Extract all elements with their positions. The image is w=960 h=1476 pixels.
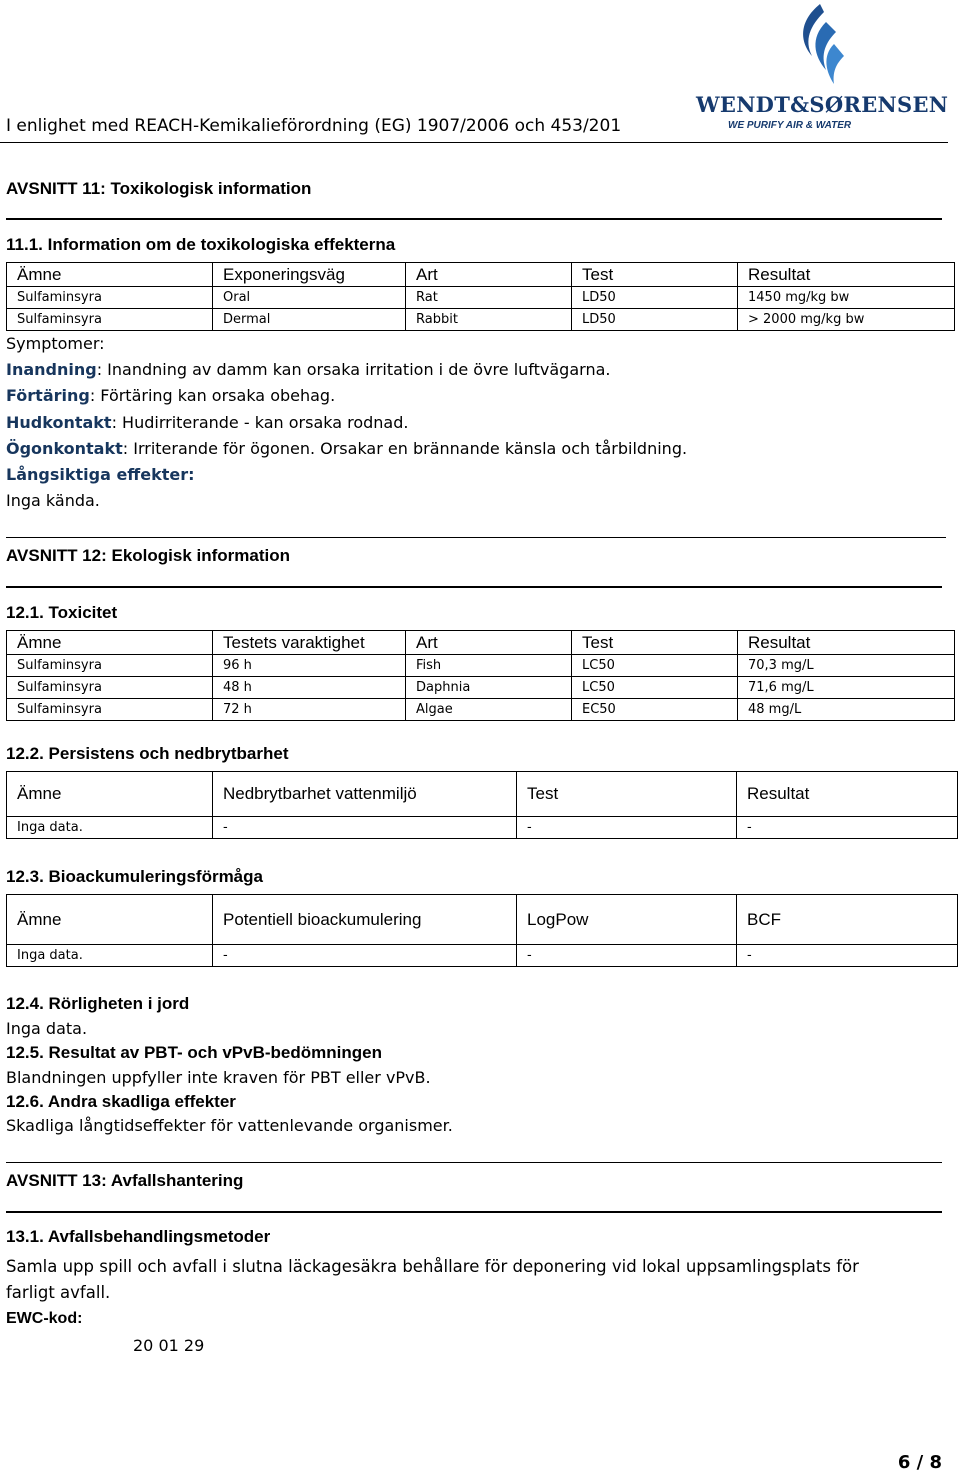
eye-contact-text: : Irriterande för ögonen. Orsakar en brännande känsla och tårbildning. [122,439,688,458]
ewc-code: 20 01 29 [133,1336,205,1355]
subsection-12-4-title: 12.4. Rörligheten i jord [6,994,190,1013]
column-header: Art [406,631,572,655]
long-term-effects-label: Långsiktiga effekter: [6,465,195,484]
inhalation-text: : Inandning av damm kan orsaka irritation i de övre luftvägarna. [96,360,611,379]
column-header: Resultat [738,631,955,655]
table-row [7,309,955,331]
ecotoxicity-table [6,630,955,721]
column-header: Art [406,263,572,287]
section-11-rule [6,218,942,220]
page-number: 6 / 8 [897,1452,942,1473]
table-cell: > 2000 mg/kg bw [738,309,955,331]
regulation-header: I enlighet med REACH-Kemikalieförordning (EG) 1907/2006 och 453/201 [6,116,622,136]
skin-contact-text: : Hudirriterande - kan orsaka rodnad. [111,413,409,432]
subsection-12-6-title: 12.6. Andra skadliga effekter [6,1092,236,1111]
acute-toxicity-table [6,262,955,331]
inhalation-line [6,360,610,379]
column-header: Ämne [7,263,213,287]
column-header: LogPow [517,895,737,945]
table-cell: 70,3 mg/L [738,655,955,677]
ingestion-text: : Förtäring kan orsaka obehag. [89,386,336,405]
bioaccumulation-table [6,894,958,967]
disposal-text-line-1: Samla upp spill och avfall i slutna läckagesäkra behållare för deponering vid lokal uppsamlingsplats för [6,1257,859,1276]
table-cell: LC50 [572,655,738,677]
column-header: Nedbrytbarhet vattenmiljö [213,772,517,817]
table-cell: - [737,817,958,839]
ingestion-line [6,386,335,405]
table-cell: Daphnia [406,677,572,699]
column-header: Test [572,631,738,655]
table-cell: Rat [406,287,572,309]
subsection-11-1-title: 11.1. Information om de toxikologiska effekterna [6,235,396,254]
section-12-rule [6,586,942,588]
table-cell: Oral [213,287,406,309]
table-row [7,817,958,839]
ingestion-label: Förtäring [6,386,90,405]
table-cell: 48 h [213,677,406,699]
inhalation-label: Inandning [6,360,97,379]
table-cell: Inga data. [7,817,213,839]
disposal-text-line-2: farligt avfall. [6,1283,111,1302]
logo-wordmark: WENDT&SØRENSEN [696,92,949,117]
symptoms-heading: Symptomer: [6,334,105,353]
table-cell: - [517,817,737,839]
table-cell: Fish [406,655,572,677]
table-cell: LD50 [572,309,738,331]
table-cell: 48 mg/L [738,699,955,721]
table-cell: LD50 [572,287,738,309]
table-cell: Algae [406,699,572,721]
column-header: Ämne [7,895,213,945]
skin-contact-label: Hudkontakt [6,413,112,432]
logo-tagline: WE PURIFY AIR & WATER [728,120,852,131]
table-row [7,945,958,967]
table-cell: EC50 [572,699,738,721]
table-cell: Sulfaminsyra [7,655,213,677]
ewc-label: EWC-kod: [6,1310,83,1327]
flame-logo-icon [694,0,944,96]
table-row [7,677,955,699]
table-row [7,699,955,721]
column-header: Resultat [738,263,955,287]
subsection-12-6-text: Skadliga långtidseffekter för vattenlevande organismer. [6,1116,453,1135]
table-row [7,287,955,309]
table-cell: Sulfaminsyra [7,287,213,309]
table-cell: Rabbit [406,309,572,331]
table-cell: Inga data. [7,945,213,967]
subsection-12-5-text: Blandningen uppfyller inte kraven för PBT eller vPvB. [6,1068,431,1087]
subsection-12-5-title: 12.5. Resultat av PBT- och vPvB-bedömningen [6,1043,382,1062]
subsection-12-1-title: 12.1. Toxicitet [6,603,118,622]
eye-contact-line [6,439,687,458]
section-12-top-rule [6,537,946,538]
table-cell: LC50 [572,677,738,699]
table-cell: - [213,945,517,967]
subsection-12-4-text: Inga data. [6,1019,88,1038]
section-13-rule [6,1211,942,1213]
column-header: BCF [737,895,958,945]
header-rule [0,142,948,143]
section-13-title: AVSNITT 13: Avfallshantering [6,1171,244,1190]
table-cell: - [737,945,958,967]
column-header: Resultat [737,772,958,817]
table-cell: 71,6 mg/L [738,677,955,699]
section-12-title: AVSNITT 12: Ekologisk information [6,546,290,565]
section-13-top-rule [6,1162,942,1163]
subsection-12-2-title: 12.2. Persistens och nedbrytbarhet [6,744,289,763]
column-header: Ämne [7,631,213,655]
table-cell: 96 h [213,655,406,677]
eye-contact-label: Ögonkontakt [6,439,123,458]
subsection-13-1-title: 13.1. Avfallsbehandlingsmetoder [6,1227,271,1246]
table-cell: Sulfaminsyra [7,699,213,721]
persistence-table [6,771,958,839]
column-header: Ämne [7,772,213,817]
column-header: Exponeringsväg [213,263,406,287]
column-header: Test [572,263,738,287]
company-logo [694,0,949,136]
table-cell: - [517,945,737,967]
column-header: Testets varaktighet [213,631,406,655]
long-term-effects-text: Inga kända. [6,491,100,510]
table-row [7,655,955,677]
table-cell: Sulfaminsyra [7,677,213,699]
skin-contact-line [6,413,408,432]
table-cell: 1450 mg/kg bw [738,287,955,309]
column-header: Potentiell bioackumulering [213,895,517,945]
table-cell: Sulfaminsyra [7,309,213,331]
table-cell: 72 h [213,699,406,721]
table-cell: Dermal [213,309,406,331]
section-11-title: AVSNITT 11: Toxikologisk information [6,179,312,198]
subsection-12-3-title: 12.3. Bioackumuleringsförmåga [6,867,263,886]
column-header: Test [517,772,737,817]
table-cell: - [213,817,517,839]
